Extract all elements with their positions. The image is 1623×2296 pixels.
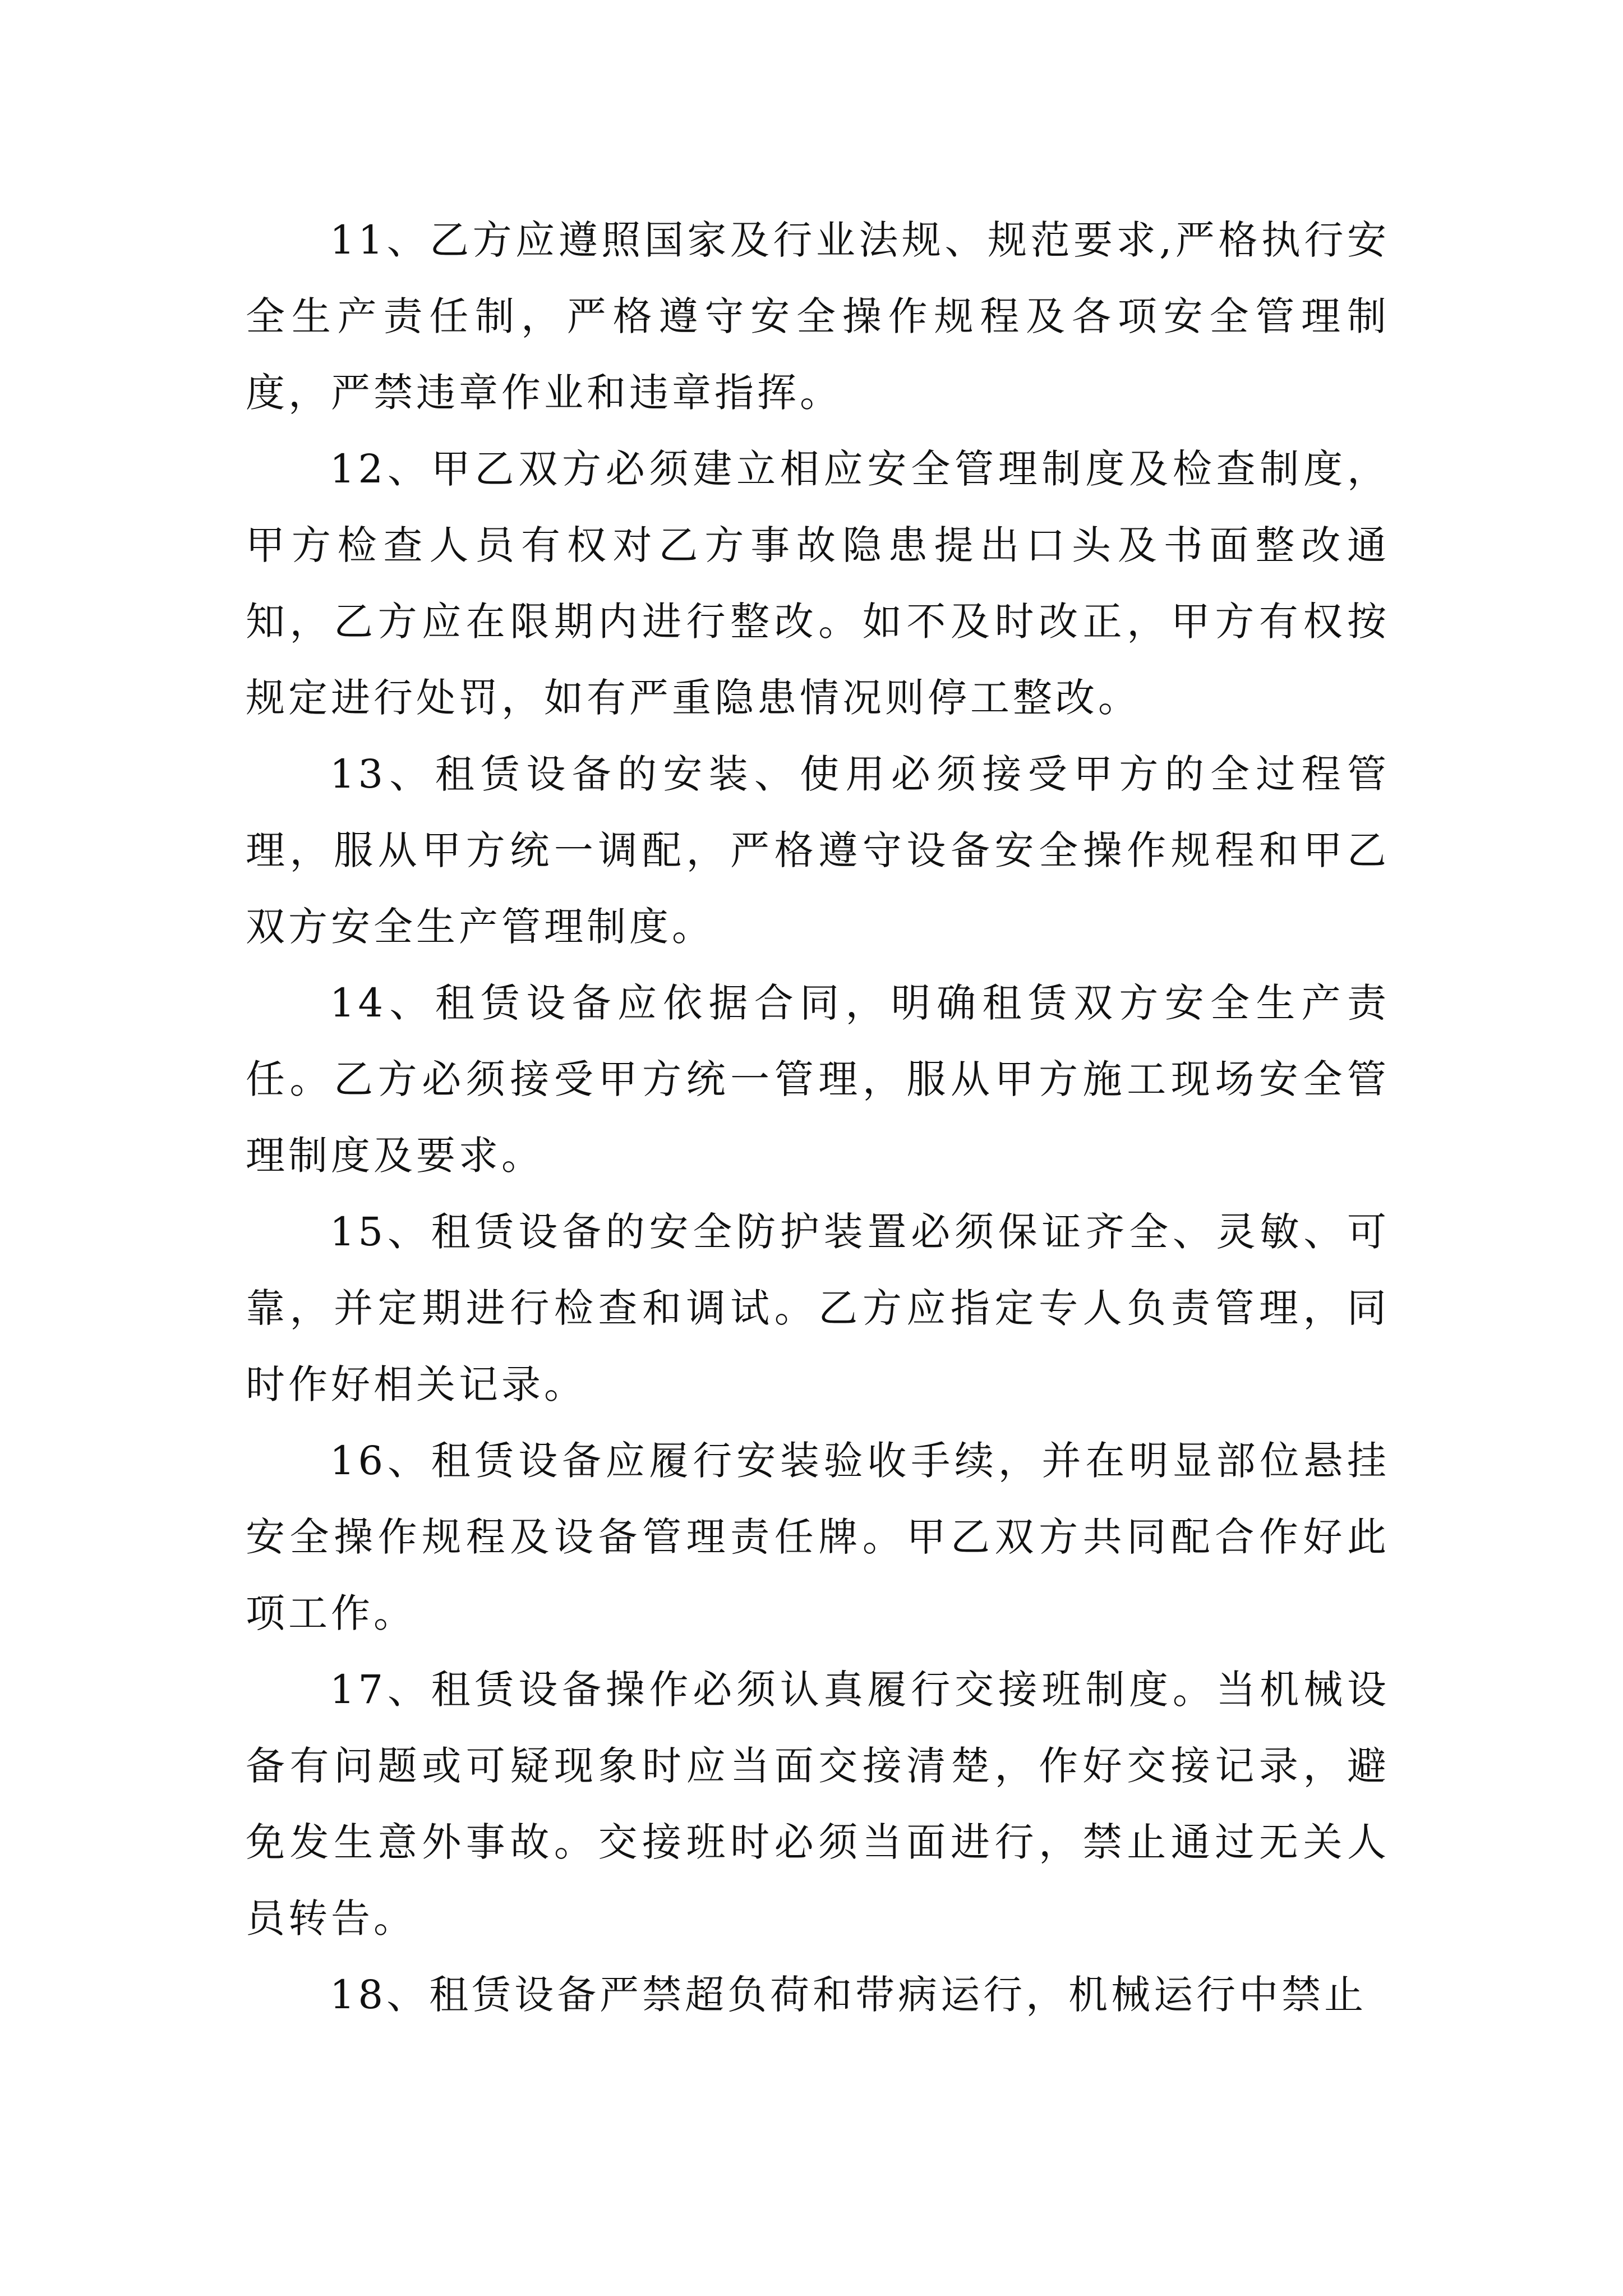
clause-11: 11、乙方应遵照国家及行业法规、规范要求,严格执行安全生产责任制，严格遵守安全操作规程及各项安全管理制度，严禁违章作业和违章指挥。 [246,217,1390,416]
document-body [246,202,1390,2033]
clause-16: 16、租赁设备应履行安装验收手续，并在明显部位悬挂安全操作规程及设备管理责任牌。甲乙双方共同配合作好此项工作。 [246,1438,1390,1636]
clause-17: 17、租赁设备操作必须认真履行交接班制度。当机械设备有问题或可疑现象时应当面交接清楚，作好交接记录，避免发生意外事故。交接班时必须当面进行，禁止通过无关人员转告。 [246,1667,1390,1941]
clause-14: 14、租赁设备应依据合同，明确租赁双方安全生产责任。乙方必须接受甲方统一管理，服从甲方施工现场安全管理制度及要求。 [246,980,1390,1179]
clause-13: 13、租赁设备的安装、使用必须接受甲方的全过程管理，服从甲方统一调配，严格遵守设备安全操作规程和甲乙双方安全生产管理制度。 [246,751,1390,950]
clause-15: 15、租赁设备的安全防护装置必须保证齐全、灵敏、可靠，并定期进行检查和调试。乙方应指定专人负责管理，同时作好相关记录。 [246,1209,1390,1407]
clause-18: 18、租赁设备严禁超负荷和带病运行，机械运行中禁止 [330,1972,1367,2018]
clause-12: 12、甲乙双方必须建立相应安全管理制度及检查制度，甲方检查人员有权对乙方事故隐患提出口头及书面整改通知，乙方应在限期内进行整改。如不及时改正，甲方有权按规定进行处罚，如有严重隐患情况则停工整改。 [246,446,1390,721]
